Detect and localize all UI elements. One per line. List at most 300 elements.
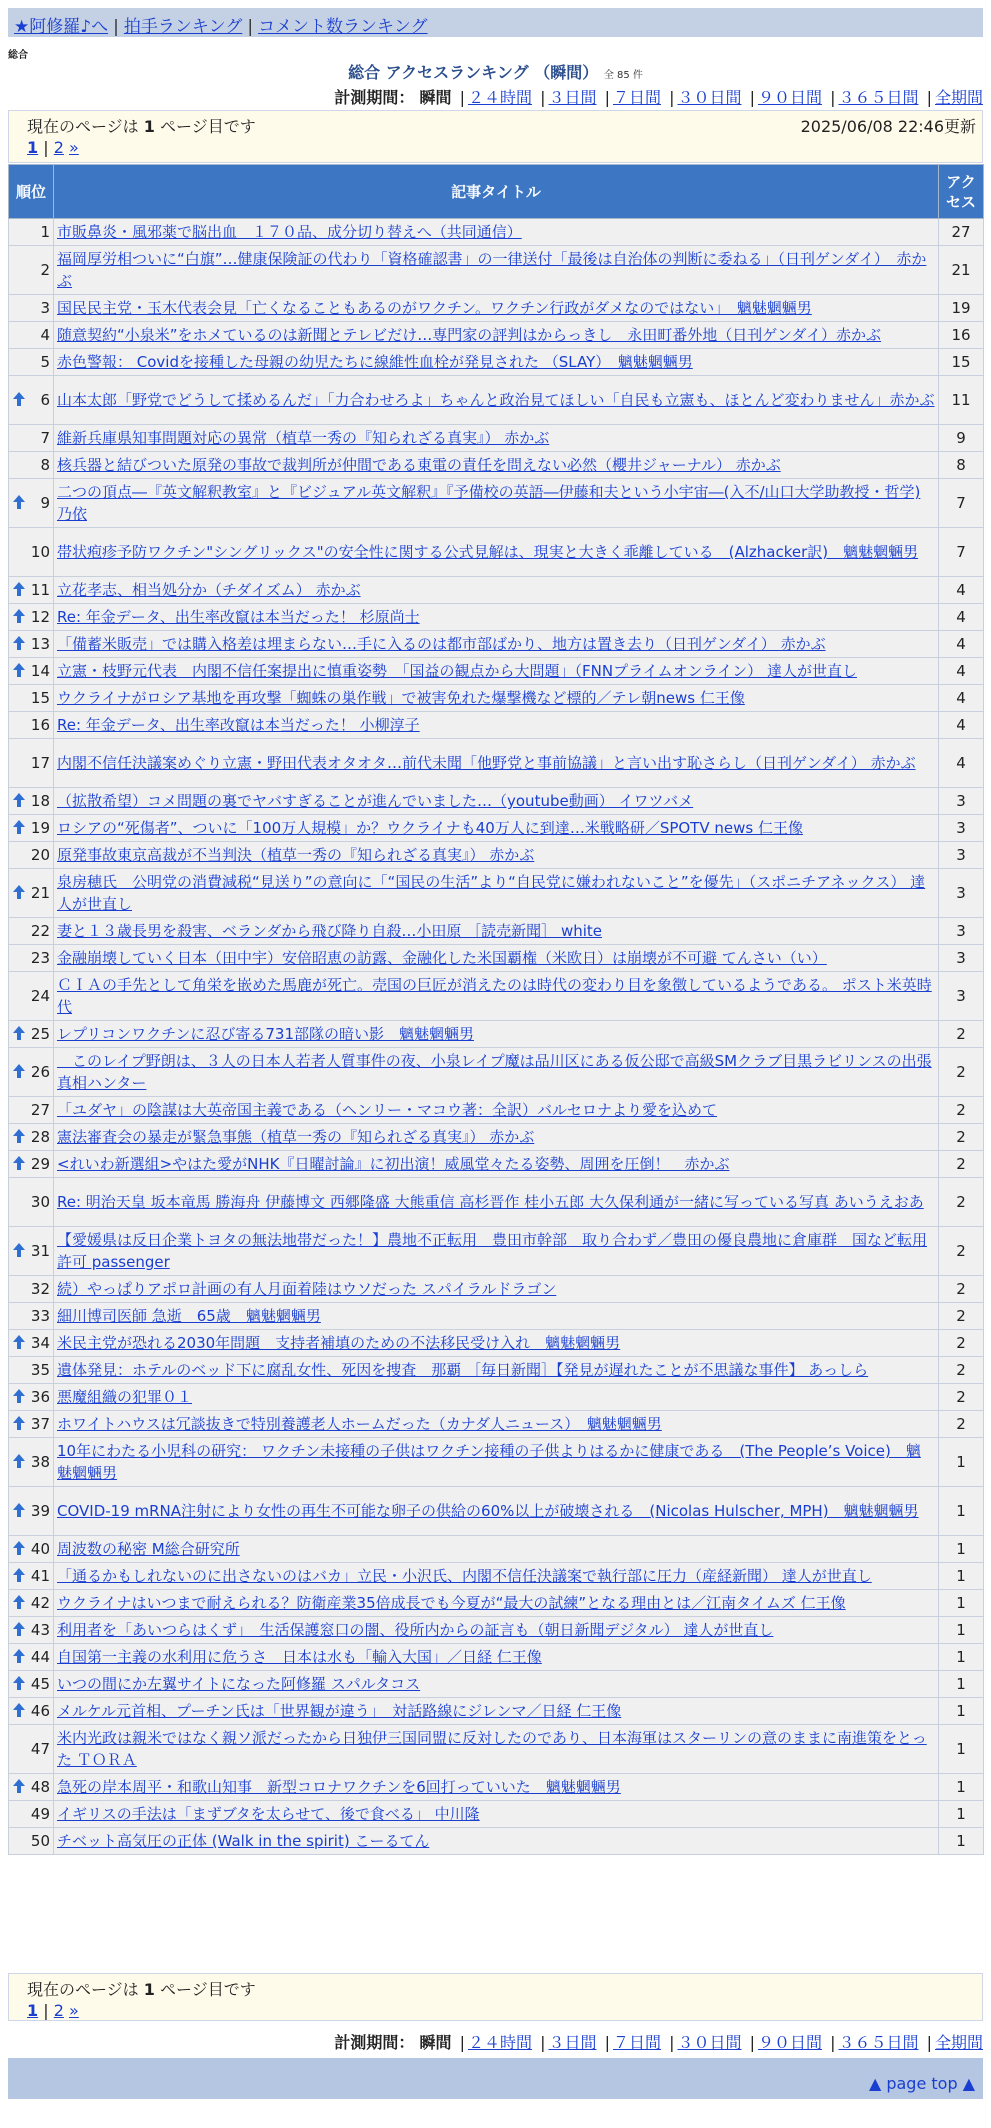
- table-row: [9, 1048, 984, 1097]
- pager-page-2[interactable]: 2: [53, 138, 64, 157]
- clap-ranking-link[interactable]: 拍手ランキング: [123, 17, 243, 37]
- access-count: 1: [939, 1698, 984, 1725]
- table-row: [9, 1357, 984, 1384]
- access-count: 2: [939, 1124, 984, 1151]
- rank-number: 37: [30, 1415, 50, 1433]
- table-row: [9, 1178, 984, 1227]
- period-7d-link[interactable]: ７日間: [612, 2033, 661, 2052]
- article-link[interactable]: メルケル元首相、プーチン氏は「世界観が違う」 対話路線にジレンマ／日経 仁王像: [57, 1702, 622, 1720]
- pager-bottom: 1 | 2 »: [27, 2001, 79, 2020]
- title-cell: [54, 1438, 939, 1487]
- pager-next[interactable]: »: [69, 2001, 79, 2020]
- table-row: [9, 1698, 984, 1725]
- article-link[interactable]: ロシアの“死傷者”、ついに「100万人規模」か？ウクライナも40万人に到達…米戦略研／SPOTV news 仁王像: [57, 819, 803, 837]
- access-count: 1: [939, 1801, 984, 1828]
- rank-cell: [9, 1671, 54, 1698]
- table-row: [9, 1828, 984, 1855]
- rank-cell: [9, 631, 54, 658]
- rank-number: 17: [30, 754, 50, 772]
- rank-up-arrow-icon: [13, 495, 25, 509]
- article-link[interactable]: 福岡厚労相ついに“白旗”…健康保険証の代わり「資格確認書」の一律送付「最後は自治体の判断に委ねる」（日刊ゲンダイ） 赤かぶ: [57, 250, 927, 290]
- rank-number: 8: [40, 456, 50, 474]
- article-link[interactable]: 内閣不信任決議案めぐり立憲・野田代表オタオタ…前代未聞「他野党と事前協議」と言い出す恥さらし（日刊ゲンダイ） 赤かぶ: [57, 754, 916, 772]
- rank-up-arrow-icon: [13, 1156, 25, 1170]
- rank-cell: [9, 1774, 54, 1801]
- title-cell: [54, 1276, 939, 1303]
- article-link[interactable]: ＣＩＡの手先として角栄を嵌めた馬鹿が死亡。売国の巨匠が消えたのは時代の変わり目を象徴しているようである。 ポスト米英時代: [57, 976, 932, 1016]
- rank-cell: [9, 322, 54, 349]
- rank-cell: [9, 425, 54, 452]
- article-link[interactable]: 国民民主党・玉木代表会見「亡くなることもあるのがワクチン。ワクチン行政がダメなのではない」 魑魅魍魎男: [57, 299, 812, 317]
- rank-number: 47: [30, 1740, 50, 1758]
- page-prefix: 現在のページは: [27, 117, 139, 136]
- period-30d-link[interactable]: ３０日間: [677, 2033, 742, 2052]
- title-cell: [54, 739, 939, 788]
- rank-cell: [9, 1411, 54, 1438]
- col-access-header: アクセス: [939, 165, 984, 219]
- access-count: 1: [939, 1774, 984, 1801]
- rank-number: 19: [30, 819, 50, 837]
- rank-cell: [9, 739, 54, 788]
- article-link[interactable]: Re: 年金データ、出生率改竄は本当だった！ 小柳淳子: [57, 716, 420, 734]
- pager-current-page[interactable]: 1: [27, 2001, 39, 2020]
- rank-cell: [9, 1725, 54, 1774]
- article-link[interactable]: 急死の岸本周平・和歌山知事 新型コロナワクチンを6回打っていいた 魑魅魍魎男: [57, 1778, 621, 1796]
- access-count: 3: [939, 788, 984, 815]
- col-title-header: 記事タイトル: [54, 165, 939, 219]
- table-header-row: [9, 165, 984, 219]
- article-link[interactable]: いつの間にか左翼サイトになった阿修羅 スパルタコス: [57, 1675, 421, 1693]
- article-link[interactable]: 利用者を「あいつらはくず」 生活保護窓口の闇、役所内からの証言も（朝日新聞デジタル） 達人が世直し: [57, 1621, 774, 1639]
- period-24h-link[interactable]: ２４時間: [467, 2033, 532, 2052]
- table-row: [9, 1774, 984, 1801]
- access-count: 2: [939, 1411, 984, 1438]
- rank-number: 44: [30, 1648, 50, 1666]
- table-row: [9, 246, 984, 295]
- table-row: [9, 1330, 984, 1357]
- article-link[interactable]: 山本太郎「野党でどうして揉めるんだ」「力合わせろよ」ちゃんと政治見てほしい「自民も立憲も、ほとんど変わりません」赤かぶ: [57, 391, 935, 409]
- comment-ranking-link[interactable]: コメント数ランキング: [258, 17, 428, 37]
- table-row: [9, 1644, 984, 1671]
- rank-cell: [9, 577, 54, 604]
- rank-number: 3: [40, 299, 50, 317]
- rank-up-arrow-icon: [13, 1703, 25, 1717]
- ranking-body: [9, 219, 984, 1855]
- table-row: [9, 604, 984, 631]
- article-link[interactable]: 憲法審査会の暴走が緊急事態（植草一秀の『知られざる真実』） 赤かぶ: [57, 1128, 535, 1146]
- title-cell: [54, 1590, 939, 1617]
- access-count: 1: [939, 1487, 984, 1536]
- rank-up-arrow-icon: [13, 820, 25, 834]
- title-cell: [54, 604, 939, 631]
- rank-number: 45: [30, 1675, 50, 1693]
- article-link[interactable]: （拡散希望）コメ問題の裏でヤバすぎることが進んでいました…（youtube動画） イワツバメ: [57, 792, 694, 810]
- table-row: [9, 1801, 984, 1828]
- title-cell: [54, 1801, 939, 1828]
- rank-number: 22: [30, 922, 50, 940]
- rank-number: 4: [40, 326, 50, 344]
- rank-up-arrow-icon: [13, 636, 25, 650]
- title-cell: [54, 842, 939, 869]
- rank-cell: [9, 918, 54, 945]
- pager-current-page[interactable]: 1: [27, 138, 39, 157]
- access-count: 1: [939, 1671, 984, 1698]
- access-count: 21: [939, 246, 984, 295]
- title-cell: [54, 1698, 939, 1725]
- article-link[interactable]: 米内光政は親米ではなく親ソ派だったから日独伊三国同盟に反対したのであり、日本海軍はスターリンの意のままに南進策をとった ＴＯＲＡ: [57, 1729, 927, 1769]
- title-cell: [54, 658, 939, 685]
- title-cell: [54, 1330, 939, 1357]
- rank-cell: [9, 1330, 54, 1357]
- article-link[interactable]: 金融崩壊していく日本（田中宇）安倍昭恵の訪露、金融化した米国覇権（米欧日）は崩壊が不可避 てんさい（い）: [57, 949, 827, 967]
- title-cell: [54, 1021, 939, 1048]
- article-link[interactable]: ウクライナはいつまで耐えられる？防衛産業35倍成長でも今夏が“最大の試練”となる理由とは／江南タイムズ 仁王像: [57, 1594, 846, 1612]
- rank-cell: [9, 658, 54, 685]
- title-cell: [54, 295, 939, 322]
- rank-up-arrow-icon: [13, 1595, 25, 1609]
- title-cell: [54, 1357, 939, 1384]
- article-link[interactable]: イギリスの手法は「まずブタを太らせて、後で食べる」 中川隆: [57, 1805, 480, 1823]
- rank-cell: [9, 219, 54, 246]
- access-count: 4: [939, 631, 984, 658]
- period-selector-bottom: 計測期間： 瞬間 | ２４時間 | ３日間 | ７日間 | ３０日間 | ９０日間 | ３６５日間 | 全期間: [334, 2033, 983, 2052]
- article-link[interactable]: Re: 年金データ、出生率改竄は本当だった！ 杉原尚士: [57, 608, 420, 626]
- rank-cell: [9, 1303, 54, 1330]
- table-row: [9, 452, 984, 479]
- table-row: [9, 972, 984, 1021]
- rank-number: 42: [30, 1594, 50, 1612]
- rank-cell: [9, 1617, 54, 1644]
- rank-cell: [9, 1384, 54, 1411]
- table-row: [9, 376, 984, 425]
- nav-separator: |: [247, 17, 254, 37]
- access-count: 27: [939, 219, 984, 246]
- table-row: [9, 1671, 984, 1698]
- access-count: 2: [939, 1097, 984, 1124]
- period-30d-link[interactable]: ３０日間: [677, 88, 742, 107]
- rank-cell: [9, 1048, 54, 1097]
- rank-up-arrow-icon: [13, 663, 25, 677]
- title-cell: [54, 1151, 939, 1178]
- article-link[interactable]: 「通るかもしれないのに出さないのはバカ」立民・小沢氏、内閣不信任決議案で執行部に圧力（産経新聞） 達人が世直し: [57, 1567, 872, 1585]
- rank-number: 49: [30, 1805, 50, 1823]
- rank-up-arrow-icon: [13, 1503, 25, 1517]
- article-link[interactable]: 立花孝志、相当処分か（チダイズム） 赤かぶ: [57, 581, 361, 599]
- rank-cell: [9, 1151, 54, 1178]
- period-all-link[interactable]: 全期間: [934, 2033, 983, 2052]
- title-cell: [54, 1178, 939, 1227]
- access-count: 1: [939, 1563, 984, 1590]
- page-status-bottom: 現在のページは 1 ページ目です 1 | 2 »: [8, 1973, 983, 2021]
- article-link[interactable]: <れいわ新選組>やはた愛がNHK『日曜討論』に初出演！威風堂々たる姿勢、周囲を圧倒！ 赤かぶ: [57, 1155, 730, 1173]
- rank-number: 13: [30, 635, 50, 653]
- rank-number: 35: [30, 1361, 50, 1379]
- access-count: 2: [939, 1384, 984, 1411]
- title-cell: [54, 869, 939, 918]
- top-nav: [8, 8, 983, 37]
- rank-cell: [9, 1124, 54, 1151]
- col-rank-header: 順位: [9, 165, 54, 219]
- asyura-home-link[interactable]: ★阿修羅♪へ: [14, 17, 109, 37]
- access-count: 1: [939, 1590, 984, 1617]
- rank-number: 34: [30, 1334, 50, 1352]
- table-row: [9, 712, 984, 739]
- article-link[interactable]: 「ユダヤ」の陰謀は大英帝国主義である（ヘンリー・マコウ著：全訳）バルセロナより愛を込めて: [57, 1101, 718, 1119]
- period-selector-top: 計測期間： 瞬間 | ２４時間 | ３日間 | ７日間 | ３０日間 | ９０日間 | ３６５日間 | 全期間: [334, 88, 983, 107]
- rank-up-arrow-icon: [13, 1064, 25, 1078]
- period-3d-link[interactable]: ３日間: [548, 88, 597, 107]
- rank-cell: [9, 685, 54, 712]
- title-cell: [54, 945, 939, 972]
- access-count: 2: [939, 1330, 984, 1357]
- access-count: 2: [939, 1303, 984, 1330]
- rank-up-arrow-icon: [13, 1129, 25, 1143]
- period-90d-link[interactable]: ９０日間: [757, 2033, 822, 2052]
- title-cell: [54, 972, 939, 1021]
- title-cell: [54, 425, 939, 452]
- article-link[interactable]: 立憲・枝野元代表 内閣不信任案提出に慎重姿勢 「国益の観点から大問題」（FNNプライムオンライン） 達人が世直し: [57, 662, 857, 680]
- title-cell: [54, 631, 939, 658]
- table-row: [9, 1097, 984, 1124]
- period-all-link[interactable]: 全期間: [934, 88, 983, 107]
- period-365d-link[interactable]: ３６５日間: [838, 88, 919, 107]
- article-link[interactable]: 細川博司医師 急逝 65歳 魑魅魍魎男: [57, 1307, 321, 1325]
- article-link[interactable]: 続）やっぱりアポロ計画の有人月面着陸はウソだった スパイラルドラゴン: [57, 1280, 557, 1298]
- rank-cell: [9, 1021, 54, 1048]
- table-row: [9, 1411, 984, 1438]
- rank-number: 1: [40, 223, 50, 241]
- table-row: [9, 349, 984, 376]
- rank-cell: [9, 1178, 54, 1227]
- article-link[interactable]: 【愛媛県は反日企業トヨタの無法地帯だった！】農地不正転用 豊田市幹部 取り合わず／豊田の優良農地に倉庫群 国など転用許可 passenger: [57, 1231, 928, 1271]
- article-link[interactable]: 米民主党が恐れる2030年問題 支持者補填のための不法移民受け入れ 魑魅魍魎男: [57, 1334, 621, 1352]
- article-link[interactable]: ホワイトハウスは冗談抜きで特別養護老人ホームだった（カナダ人ニュース） 魑魅魍魎男: [57, 1415, 662, 1433]
- table-row: [9, 945, 984, 972]
- rank-cell: [9, 1801, 54, 1828]
- rank-number: 33: [30, 1307, 50, 1325]
- article-link[interactable]: 維新兵庫県知事問題対応の異常（植草一秀の『知られざる真実』） 赤かぶ: [57, 429, 550, 447]
- rank-number: 39: [30, 1502, 50, 1520]
- article-link[interactable]: レプリコンワクチンに忍び寄る731部隊の暗い影 魑魅魍魎男: [57, 1025, 474, 1043]
- rank-number: 6: [40, 391, 50, 409]
- article-link[interactable]: 二つの頂点―『英文解釈教室』と『ビジュアル英文解釈』『予備校の英語―伊藤和夫という小宇宙―(入不/山口大学助教授・哲学) 乃依: [57, 483, 921, 523]
- table-row: [9, 425, 984, 452]
- table-row: [9, 918, 984, 945]
- table-row: [9, 479, 984, 528]
- title-cell: [54, 219, 939, 246]
- article-link[interactable]: 随意契約“小泉米”をホメているのは新聞とテレビだけ…専門家の評判はからっきし 永田町番外地（日刊ゲンダイ）赤かぶ: [57, 326, 882, 344]
- article-link[interactable]: 遺体発見：ホテルのベッド下に腐乱女性、死因を捜査 那覇 ［毎日新聞］【発見が遅れたことが不思議な事件】 あっしら: [57, 1361, 869, 1379]
- section-label: 総合: [8, 50, 28, 61]
- rank-number: 48: [30, 1778, 50, 1796]
- table-row: [9, 1124, 984, 1151]
- rank-number: 2: [40, 261, 50, 279]
- rank-number: 25: [30, 1025, 50, 1043]
- page-title-line: [0, 60, 991, 83]
- access-count: 1: [939, 1644, 984, 1671]
- rank-number: 41: [30, 1567, 50, 1585]
- rank-up-arrow-icon: [13, 1622, 25, 1636]
- access-count: 2: [939, 1357, 984, 1384]
- rank-cell: [9, 1536, 54, 1563]
- period-current: 瞬間: [419, 88, 452, 107]
- article-link[interactable]: 原発事故東京高裁が不当判決（植草一秀の『知られざる真実』） 赤かぶ: [57, 846, 535, 864]
- pager-next[interactable]: »: [69, 138, 79, 157]
- table-row: [9, 1303, 984, 1330]
- access-count: 2: [939, 1151, 984, 1178]
- access-count: 3: [939, 842, 984, 869]
- table-row: [9, 1536, 984, 1563]
- period-7d-link[interactable]: ７日間: [612, 88, 661, 107]
- table-row: [9, 528, 984, 577]
- rank-number: 32: [30, 1280, 50, 1298]
- rank-number: 36: [30, 1388, 50, 1406]
- access-count: 16: [939, 322, 984, 349]
- rank-cell: [9, 349, 54, 376]
- table-row: [9, 1487, 984, 1536]
- table-row: [9, 739, 984, 788]
- access-count: 8: [939, 452, 984, 479]
- article-link[interactable]: Re: 明治天皇 坂本竜馬 勝海舟 伊藤博文 西郷隆盛 大熊重信 高杉晋作 桂小五郎 大久保利通が一緒に写っている写真 あいうえおあ: [57, 1193, 924, 1211]
- table-row: [9, 295, 984, 322]
- article-link[interactable]: 10年にわたる小児科の研究： ワクチン未接種の子供はワクチン接種の子供よりはるかに健康である (The People’s Voice) 魑魅魍魎男: [57, 1442, 921, 1482]
- rank-cell: [9, 604, 54, 631]
- access-count: 4: [939, 712, 984, 739]
- rank-number: 9: [40, 494, 50, 512]
- title-cell: [54, 1411, 939, 1438]
- title-cell: [54, 918, 939, 945]
- rank-number: 24: [30, 987, 50, 1005]
- period-365d-link[interactable]: ３６５日間: [838, 2033, 919, 2052]
- ranking-table: [8, 164, 984, 1855]
- rank-number: 28: [30, 1128, 50, 1146]
- table-row: [9, 1438, 984, 1487]
- rank-up-arrow-icon: [13, 1454, 25, 1468]
- article-link[interactable]: 妻と１３歳長男を殺害、ベランダから飛び降り自殺…小田原 ［読売新聞］ white: [57, 922, 602, 940]
- title-cell: [54, 528, 939, 577]
- article-link[interactable]: 帯状疱疹予防ワクチン"シングリックス"の安全性に関する公式見解は、現実と大きく乖離している (Alzhacker訳) 魑魅魍魎男: [57, 543, 919, 561]
- access-count: 1: [939, 1828, 984, 1855]
- rank-number: 16: [30, 716, 50, 734]
- access-count: 2: [939, 1048, 984, 1097]
- access-count: 4: [939, 739, 984, 788]
- table-row: [9, 1725, 984, 1774]
- title-cell: [54, 1644, 939, 1671]
- table-row: [9, 815, 984, 842]
- article-link[interactable]: チベット高気圧の正体 (Walk in the spirit) こーるてん: [57, 1832, 430, 1850]
- period-24h-link[interactable]: ２４時間: [467, 88, 532, 107]
- rank-up-arrow-icon: [13, 392, 25, 406]
- period-90d-link[interactable]: ９０日間: [757, 88, 822, 107]
- rank-number: 21: [30, 884, 50, 902]
- rank-number: 23: [30, 949, 50, 967]
- rank-cell: [9, 869, 54, 918]
- table-row: [9, 1617, 984, 1644]
- rank-cell: [9, 842, 54, 869]
- article-link[interactable]: 悪魔組織の犯罪０１: [57, 1388, 193, 1406]
- rank-cell: [9, 1698, 54, 1725]
- article-link[interactable]: 赤色警報： Covidを接種した母親の幼児たちに線維性血栓が発見された （SLAY） 魑魅魍魎男: [57, 353, 693, 371]
- rank-cell: [9, 1828, 54, 1855]
- table-row: [9, 1227, 984, 1276]
- access-count: 1: [939, 1725, 984, 1774]
- article-link[interactable]: 核兵器と結びついた原発の事故で裁判所が仲間である東電の責任を問えない必然（櫻井ジャーナル） 赤かぶ: [57, 456, 781, 474]
- access-count: 4: [939, 577, 984, 604]
- table-row: [9, 1151, 984, 1178]
- rank-up-arrow-icon: [13, 582, 25, 596]
- access-count: 1: [939, 1536, 984, 1563]
- title-cell: [54, 1097, 939, 1124]
- rank-number: 18: [30, 792, 50, 810]
- access-count: 15: [939, 349, 984, 376]
- rank-cell: [9, 528, 54, 577]
- access-count: 2: [939, 1227, 984, 1276]
- title-cell: [54, 685, 939, 712]
- rank-up-arrow-icon: [13, 1779, 25, 1793]
- rank-number: 7: [40, 429, 50, 447]
- rank-cell: [9, 1276, 54, 1303]
- rank-number: 14: [30, 662, 50, 680]
- access-count: 7: [939, 479, 984, 528]
- access-count: 4: [939, 658, 984, 685]
- rank-cell: [9, 1097, 54, 1124]
- article-link[interactable]: 泉房穂氏 公明党の消費減税“見送り”の意向に「“国民の生活”より“自民党に嫌われないこと”を優先」（スポニチアネックス） 達人が世直し: [57, 873, 926, 913]
- pager-page-2[interactable]: 2: [53, 2001, 64, 2020]
- rank-up-arrow-icon: [13, 1335, 25, 1349]
- access-count: 9: [939, 425, 984, 452]
- rank-number: 29: [30, 1155, 50, 1173]
- article-link[interactable]: 自国第一主義の水利用に危うさ 日本は水も「輸入大国」／日経 仁王像: [57, 1648, 542, 1666]
- period-3d-link[interactable]: ３日間: [548, 2033, 597, 2052]
- rank-cell: [9, 1487, 54, 1536]
- rank-cell: [9, 712, 54, 739]
- title-cell: [54, 712, 939, 739]
- table-row: [9, 322, 984, 349]
- page-top-link[interactable]: ▲ page top ▲: [868, 2074, 975, 2093]
- title-cell: [54, 1487, 939, 1536]
- access-count: 2: [939, 1021, 984, 1048]
- title-cell: [54, 1774, 939, 1801]
- table-row: [9, 685, 984, 712]
- title-cell: [54, 1725, 939, 1774]
- article-link[interactable]: 市販鼻炎・風邪薬で脳出血 １７０品、成分切り替えへ（共同通信）: [57, 223, 522, 241]
- table-row: [9, 1021, 984, 1048]
- access-count: 3: [939, 815, 984, 842]
- title-cell: [54, 788, 939, 815]
- rank-number: 50: [30, 1832, 50, 1850]
- article-link[interactable]: 「備蓄米販売」では購入格差は埋まらない…手に入るのは都市部ばかり、地方は置き去り（日刊ゲンダイ） 赤かぶ: [57, 635, 826, 653]
- access-count: 11: [939, 376, 984, 425]
- title-cell: [54, 577, 939, 604]
- updated-time: 2025/06/08 22:46更新: [800, 117, 976, 136]
- nav-separator: |: [113, 17, 119, 37]
- article-link[interactable]: このレイプ野朗は、３人の日本人若者人質事件の夜、小泉レイプ魔は品川区にある仮公邸で高級SMクラブ目黒ラビリンスの出張 真相ハンター: [57, 1052, 932, 1092]
- access-count: 3: [939, 972, 984, 1021]
- rank-up-arrow-icon: [13, 1541, 25, 1555]
- article-link[interactable]: COVID-19 mRNA注射により女性の再生不可能な卵子の供給の60%以上が破壊される (Nicolas Hulscher, MPH) 魑魅魍魎男: [57, 1502, 919, 1520]
- rank-number: 10: [30, 543, 50, 561]
- table-row: [9, 869, 984, 918]
- article-link[interactable]: 周波数の秘密 M総合研究所: [57, 1540, 240, 1558]
- rank-cell: [9, 788, 54, 815]
- rank-number: 40: [30, 1540, 50, 1558]
- page-status-top: [8, 110, 983, 163]
- footer-bar: [8, 2058, 983, 2099]
- article-link[interactable]: ウクライナがロシア基地を再攻撃「蜘蛛の巣作戦」で被害免れた爆撃機など標的／テレ朝news 仁王像: [57, 689, 745, 707]
- rank-number: 11: [30, 581, 50, 599]
- rank-number: 27: [30, 1101, 50, 1119]
- access-count: 4: [939, 685, 984, 712]
